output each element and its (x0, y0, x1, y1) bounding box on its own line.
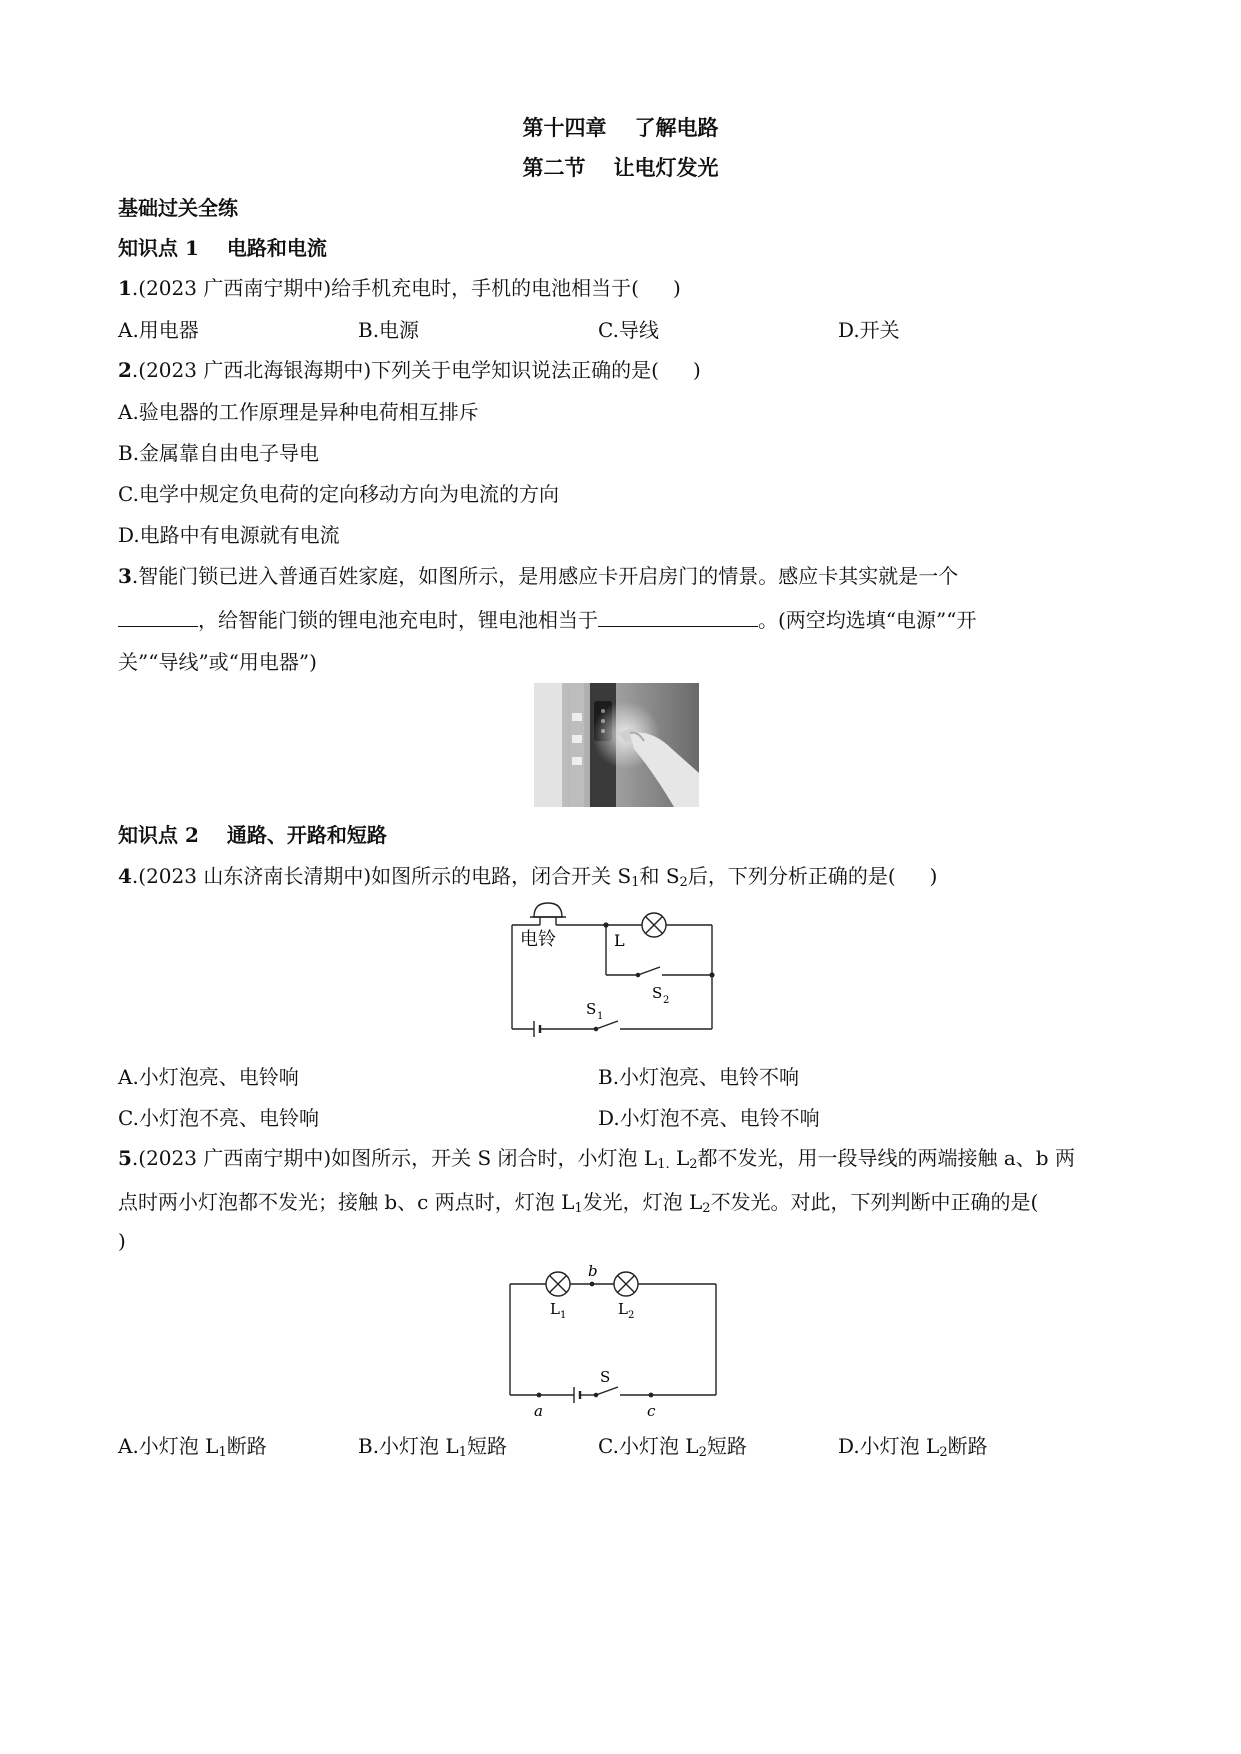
section-heading (0, 152, 1241, 182)
q1-option-b[interactable]: B.电源 (358, 318, 420, 342)
question-3 (118, 560, 958, 589)
chapter-heading (0, 112, 1241, 142)
q4-circuit-diagram (510, 895, 730, 1045)
q4-source: .(2023 山东济南长清期中) (131, 864, 372, 888)
switch-s1-icon (596, 1021, 618, 1029)
q5-line2-sub1: 1 (574, 1201, 583, 1216)
q3-line2b: 。(两空均选填“电源”“开 (758, 608, 977, 632)
q4-text-c: 后，下列分析正确的是( (687, 864, 896, 888)
question-1 (118, 272, 681, 301)
switch-s2-icon (638, 967, 660, 975)
q3-blank-1[interactable] (118, 608, 198, 627)
q5-opt-d-post: 断路 (947, 1434, 988, 1458)
q5-opt-d-text: D.小灯泡 L (838, 1434, 940, 1458)
knowledge-point-1 (118, 232, 327, 261)
bell-label: 电铃 (520, 929, 556, 950)
section-name: 让电灯发光 (613, 155, 719, 180)
q5-line1-sub1: 1. (657, 1157, 670, 1172)
q5-option-b[interactable] (358, 1430, 507, 1460)
q5-opt-d-sub: 2 (939, 1445, 948, 1460)
q5-line1-c: 都不发光，用一段导线的两端接触 a、b 两 (697, 1146, 1075, 1170)
q5-line2-sub2: 2 (702, 1201, 711, 1216)
switch-s-label: S (600, 1368, 611, 1386)
q5-line1-b: L (669, 1146, 690, 1170)
q5-source: .(2023 广西南宁期中) (131, 1146, 332, 1170)
q3-line1: .智能门锁已进入普通百姓家庭，如图所示，是用感应卡开启房门的情景。感应卡其实就是一个 (131, 564, 959, 588)
l1-label: L (550, 1300, 560, 1318)
q4-option-a[interactable]: A.小灯泡亮、电铃响 (118, 1065, 299, 1089)
kp2-name: 通路、开路和短路 (226, 823, 387, 847)
s2-sub-label: 2 (663, 995, 670, 1006)
q1-option-a[interactable]: A.用电器 (118, 318, 199, 342)
q4-close: ) (929, 864, 938, 888)
point-b-label: b (588, 1262, 598, 1280)
q2-option-a[interactable]: A.验电器的工作原理是异种电荷相互排斥 (118, 400, 479, 424)
q2-close: ) (692, 358, 701, 382)
q3-line-3: 关”“导线”或“用电器”) (118, 650, 317, 674)
q4-option-d[interactable]: D.小灯泡不亮、电铃不响 (598, 1106, 820, 1130)
q5-opt-c-post: 短路 (706, 1434, 747, 1458)
s1-label: S (586, 1000, 597, 1018)
q4-number: 4 (118, 864, 132, 888)
q5-opt-a-post: 断路 (226, 1434, 267, 1458)
q5-line1-sub2: 2 (689, 1157, 698, 1172)
q5-line-3: ) (118, 1229, 126, 1253)
knowledge-point-2 (118, 819, 387, 848)
q4-option-c[interactable]: C.小灯泡不亮、电铃响 (118, 1106, 319, 1130)
q5-line-2 (118, 1186, 1038, 1216)
q2-text: 下列关于电学知识说法正确的是( (371, 358, 659, 382)
q3-blank-2[interactable] (598, 608, 758, 627)
q5-opt-b-text: B.小灯泡 L (358, 1434, 459, 1458)
q5-line2-a: 点时两小灯泡都不发光；接触 b、c 两点时，灯泡 L (118, 1190, 575, 1214)
q4-text-a: 如图所示的电路，闭合开关 S (371, 864, 632, 888)
q3-number: 3 (118, 564, 132, 588)
q5-option-a[interactable] (118, 1430, 267, 1460)
q1-source: .(2023 广西南宁期中) (131, 276, 332, 300)
q1-option-d[interactable]: D.开关 (838, 318, 900, 342)
q5-opt-c-sub: 2 (698, 1445, 707, 1460)
q4-sub1: 1 (631, 875, 640, 890)
q5-line2-c: 不发光。对此，下列判断中正确的是( (710, 1190, 1039, 1214)
q5-opt-b-post: 短路 (466, 1434, 507, 1458)
s1-sub-label: 1 (597, 1011, 604, 1022)
q2-source: .(2023 广西北海银海期中) (131, 358, 372, 382)
q2-option-b[interactable]: B.金属靠自由电子导电 (118, 441, 320, 465)
l2-label: L (618, 1300, 628, 1318)
question-5 (118, 1142, 1075, 1172)
q4-option-b[interactable]: B.小灯泡亮、电铃不响 (598, 1065, 800, 1089)
kp1-name: 电路和电流 (226, 236, 327, 260)
lamp-label: L (614, 931, 625, 950)
q5-line2-b: 发光，灯泡 L (582, 1190, 703, 1214)
q5-number: 5 (118, 1146, 132, 1170)
q3-line-2 (118, 604, 976, 633)
q5-opt-b-sub: 1 (458, 1445, 467, 1460)
q5-opt-c-text: C.小灯泡 L (598, 1434, 699, 1458)
q1-close: ) (672, 276, 681, 300)
q4-text-b: 和 S (639, 864, 680, 888)
q5-option-d[interactable] (838, 1430, 988, 1460)
q1-option-c[interactable]: C.导线 (598, 318, 659, 342)
q1-number: 1 (118, 276, 132, 300)
q5-opt-a-text: A.小灯泡 L (118, 1434, 219, 1458)
q5-option-c[interactable] (598, 1430, 747, 1460)
q2-option-c[interactable]: C.电学中规定负电荷的定向移动方向为电流的方向 (118, 482, 559, 506)
q5-opt-a-sub: 1 (218, 1445, 227, 1460)
s2-label: S (652, 984, 663, 1002)
q1-text: 给手机充电时，手机的电池相当于( (331, 276, 639, 300)
kp1-label: 知识点 1 (118, 236, 199, 260)
kp2-label: 知识点 2 (118, 823, 199, 847)
bell-icon (534, 903, 562, 917)
chapter-name: 了解电路 (634, 115, 719, 140)
question-4 (118, 860, 937, 890)
section-title: 第二节 (522, 155, 586, 180)
q5-circuit-diagram (508, 1262, 730, 1422)
practice-title: 基础过关全练 (118, 196, 238, 220)
l2-sub-label: 2 (628, 1310, 635, 1321)
q5-line1-a: 如图所示，开关 S 闭合时，小灯泡 L (331, 1146, 658, 1170)
smart-lock-photo (534, 683, 699, 807)
l1-sub-label: 1 (560, 1310, 567, 1321)
question-2 (118, 354, 701, 383)
q4-sub2: 2 (679, 875, 688, 890)
q2-number: 2 (118, 358, 132, 382)
point-a-label: a (534, 1402, 543, 1420)
point-c-label: c (647, 1402, 656, 1420)
q2-option-d[interactable]: D.电路中有电源就有电流 (118, 523, 340, 547)
switch-s-icon (596, 1387, 618, 1395)
q3-line2a: ，给智能门锁的锂电池充电时，锂电池相当于 (198, 608, 598, 632)
chapter-title: 第十四章 (522, 115, 607, 140)
